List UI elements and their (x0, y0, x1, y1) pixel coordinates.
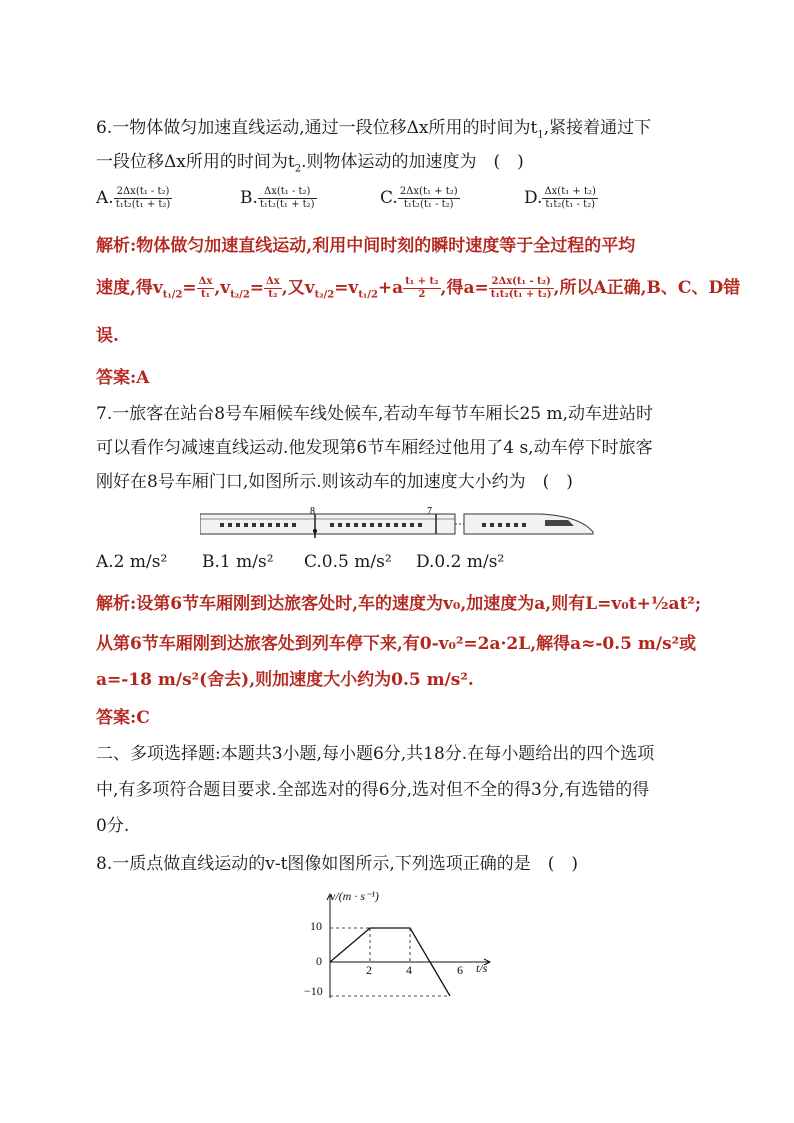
q6-option-d: D. $\frac{\text{Δx(t₁ + t₂)}}{\text{t₁t₂(t₁ - t₂)}}$ (524, 186, 596, 210)
xtick-4: 4 (406, 963, 412, 977)
xtick-6: 6 (457, 963, 463, 977)
vt-graph (290, 888, 510, 1000)
q7-option-c: C.0.5 m/s² (304, 552, 392, 572)
q7-answer: 答案:C (96, 708, 150, 728)
q6-stem-line1: 6.一物体做匀加速直线运动,通过一段位移Δx所用的时间为$t_1$,紧接着通过下 (96, 118, 652, 141)
q7-option-d: D.0.2 m/s² (416, 552, 505, 572)
q6-option-b: B. $\frac{\text{Δx(t₁ - t₂)}}{\text{t₁t₂(t₁ + t₂)}}$ (240, 186, 315, 210)
car-label-8: 8 (310, 506, 315, 517)
q7-stem-line2: 可以看作匀减速直线运动.他发现第6节车厢经过他用了4 s,动车停下时旅客 (96, 438, 653, 458)
section2-line2: 中,有多项符合题目要求.全部选对的得6分,选对但不全的得3分,有选错的得 (96, 780, 650, 800)
q7-analysis-line2: 从第6节车厢刚到达旅客处到列车停下来,有0-v₀²=2a·2L,解得a≈-0.5 m/s²或 (96, 634, 697, 654)
q7-analysis-line1: 解析:设第6节车厢刚到达旅客处时,车的速度为v₀,加速度为a,则有L=v₀t+½at²; (96, 594, 702, 614)
q8-stem: 8.一质点做直线运动的v-t图像如图所示,下列选项正确的是 ( ) (96, 854, 579, 874)
ytick-10: 10 (310, 919, 322, 933)
q6-stem-line2: 一段位移Δx所用的时间为$t_2$.则物体运动的加速度为 ( ) (96, 152, 524, 175)
q7-analysis-line3: a=-18 m/s²(舍去),则加速度大小约为0.5 m/s². (96, 670, 474, 690)
q6-option-c: C. $\frac{\text{2Δx(t₁ + t₂)}}{\text{t₁t₂(t₁ - t₂)}}$ (380, 186, 458, 210)
graph-xlabel: t/s (476, 961, 488, 975)
section2-line1: 二、多项选择题:本题共3小题,每小题6分,共18分.在每小题给出的四个选项 (96, 744, 655, 764)
xtick-2: 2 (366, 963, 372, 977)
ytick-neg10: −10 (304, 984, 323, 998)
q6-option-a: A. $\frac{\text{2Δx(t₁ - t₂)}}{\text{t₁t₂(t₁ + t₂)}}$ (96, 186, 171, 210)
q6-answer: 答案:A (96, 368, 150, 388)
q6-analysis-line2: 速度,得$v_{t_1/2}=$ $\frac{\Delta x}{\text{t₁}}$ $,v_{t_2/2}=$ $\frac{\Delta x}{\text{t₂}}$ ,又$v_{t_2/2}=v_{t_1/2}+a$ $\frac{\text{t₁ + t₂}}{2}$ ,得a= $\frac{\text{2Δx(t₁ - t₂)}}{\text{t₁t₂(t₁ + t₂)}}$ ,所以A正确,B、C、D错 (96, 276, 741, 301)
q6-analysis-line1: 解析:物体做匀加速直线运动,利用中间时刻的瞬时速度等于全过程的平均 (96, 236, 636, 256)
q7-option-a: A.2 m/s² (96, 552, 168, 572)
q7-stem-line1: 7.一旅客在站台8号车厢候车线处候车,若动车每节车厢长25 m,动车进站时 (96, 404, 653, 424)
section2-line3: 0分. (96, 816, 130, 836)
q7-stem-line3: 刚好在8号车厢门口,如图所示.则该动车的加速度大小约为 ( ) (96, 472, 573, 492)
graph-ylabel: v/(m · s⁻¹) (330, 889, 379, 903)
train-figure (200, 506, 595, 538)
ytick-0: 0 (316, 954, 322, 968)
q6-analysis-line3: 误. (96, 326, 119, 346)
car-label-7: 7 (427, 506, 432, 517)
q7-option-b: B.1 m/s² (202, 552, 274, 572)
